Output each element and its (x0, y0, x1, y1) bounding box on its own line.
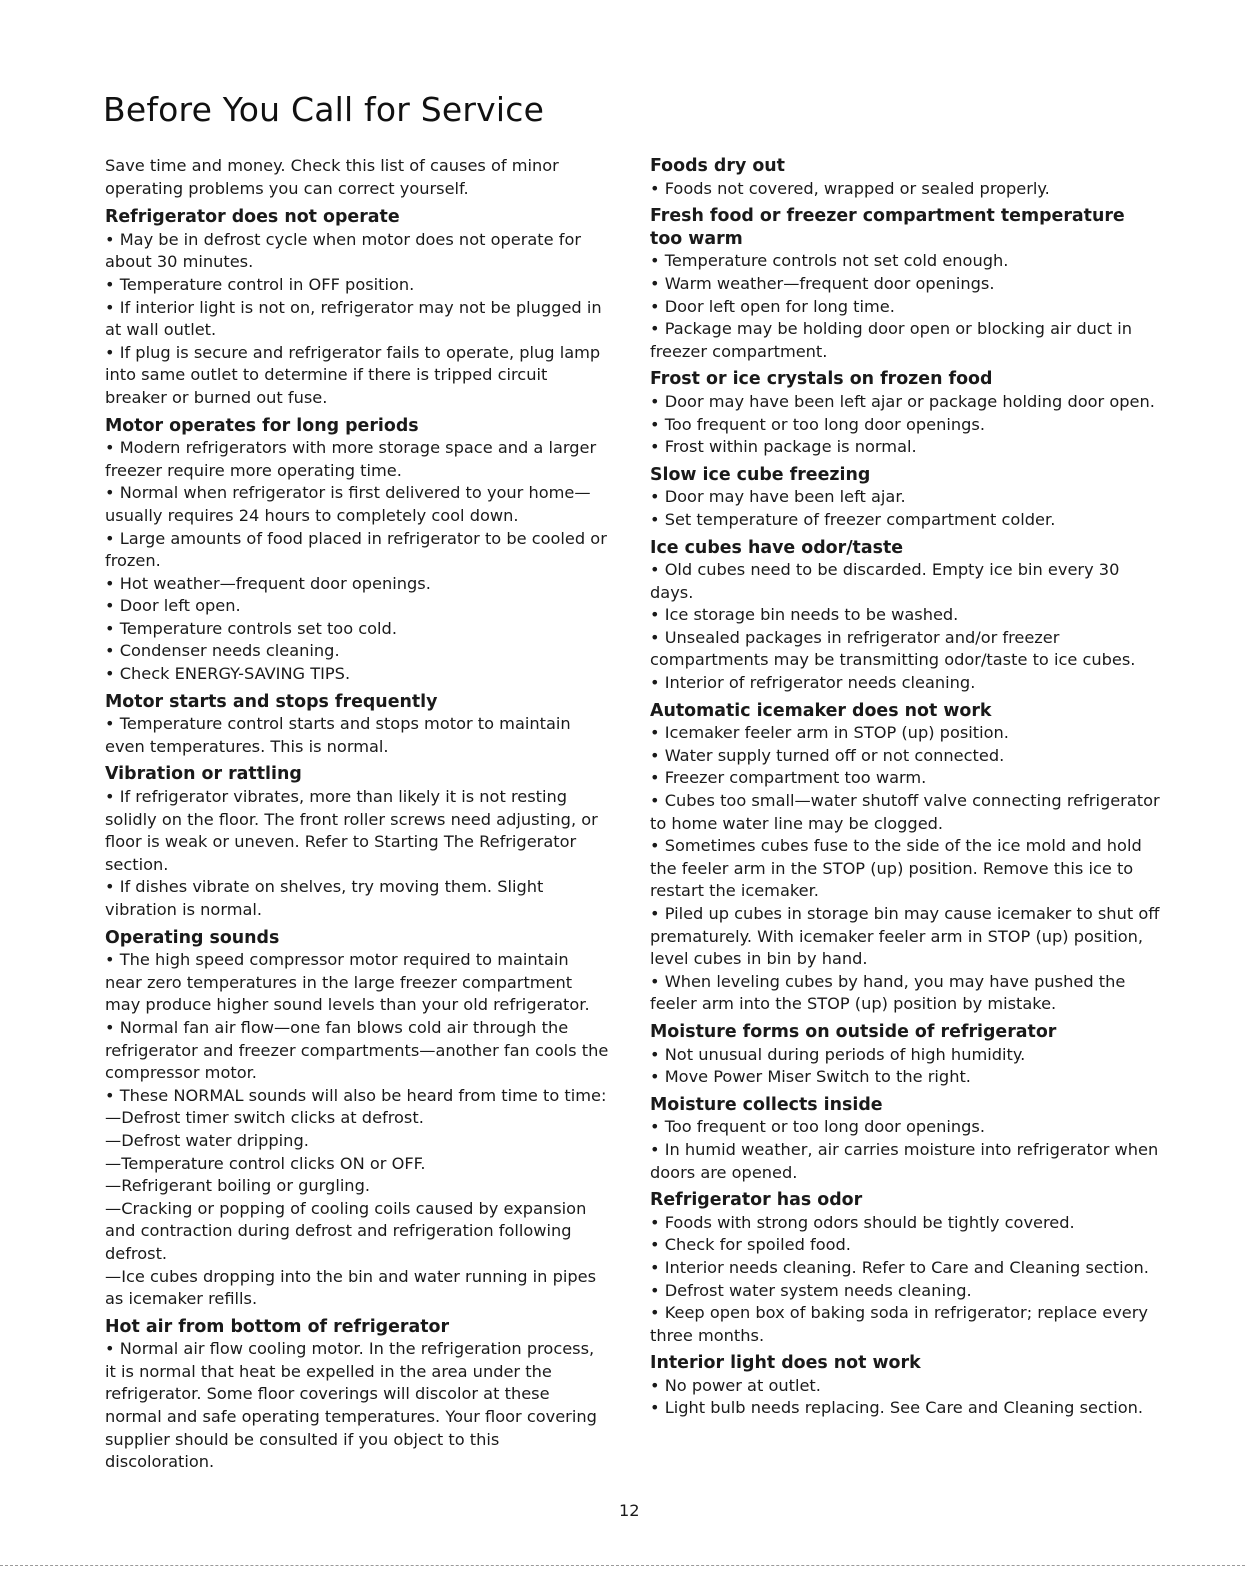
section-item: • Normal air flow cooling motor. In the refrigeration process, it is normal that heat be expelled in the area under the refrigerator. Some floor coverings will discolor at these normal and safe operating temperatures. Your floor covering supplier should be consulted if you object to this discoloration. (105, 1339, 597, 1472)
section-item: • Keep open box of baking soda in refrigerator; replace every three months. (650, 1303, 1148, 1345)
section-item: • If refrigerator vibrates, more than likely it is not resting solidly on the floor. The front roller screws need adjusting, or floor is weak or uneven. Refer to Starting The Refrigerator section. (105, 787, 598, 874)
troubleshoot-section (650, 368, 1160, 458)
section-item: • Normal when refrigerator is first delivered to your home—usually requires 24 hours to completely cool down. (105, 483, 591, 525)
section-heading: Motor operates for long periods (105, 415, 419, 436)
section-item: • Temperature control in OFF position. (105, 274, 415, 294)
section-item: • The high speed compressor motor required to maintain near zero temperatures in the large freezer compartment may produce higher sound levels than your old refrigerator. (105, 950, 590, 1015)
page-title: Before You Call for Service (103, 90, 545, 129)
section-heading: Automatic icemaker does not work (650, 700, 992, 721)
section-item: • Water supply turned off or not connected. (650, 745, 1005, 765)
section-item: • When leveling cubes by hand, you may have pushed the feeler arm into the STOP (up) position by mistake. (650, 971, 1126, 1014)
section-item: —Refrigerant boiling or gurgling. (105, 1176, 370, 1196)
troubleshoot-section (105, 1316, 610, 1474)
section-item: • Not unusual during periods of high humidity. (650, 1044, 1026, 1064)
section-item: —Defrost water dripping. (105, 1130, 309, 1150)
section-item: • Sometimes cubes fuse to the side of the ice mold and hold the feeler arm in the STOP (up) position. Remove this ice to restart the icemaker. (650, 836, 1142, 901)
troubleshoot-section (650, 155, 1160, 200)
right-column (650, 155, 1160, 1425)
troubleshoot-section (105, 763, 610, 921)
section-item: —Cracking or popping of cooling coils caused by expansion and contraction during defrost and refrigeration following defrost. (105, 1198, 587, 1263)
section-heading: Moisture collects inside (650, 1094, 883, 1115)
section-item: • Too frequent or too long door openings. (650, 1117, 985, 1137)
section-item: • No power at outlet. (650, 1375, 821, 1395)
left-sections (105, 206, 610, 1474)
section-item: • If dishes vibrate on shelves, try moving them. Slight vibration is normal. (105, 877, 544, 919)
section-item: • Temperature controls set too cold. (105, 618, 397, 638)
section-item: • Unsealed packages in refrigerator and/or freezer compartments may be transmitting odor/taste to ice cubes. (650, 627, 1136, 670)
left-column (105, 155, 610, 1479)
intro-text: Save time and money. Check this list of causes of minor operating problems you can correct yourself. (105, 156, 559, 198)
troubleshoot-section (650, 700, 1160, 1016)
section-item: • Move Power Miser Switch to the right. (650, 1067, 971, 1087)
section-item: • If plug is secure and refrigerator fails to operate, plug lamp into same outlet to determine if there is tripped circuit breaker or burned out fuse. (105, 342, 601, 407)
section-item: • Foods not covered, wrapped or sealed properly. (650, 178, 1050, 198)
section-item: • Door left open. (105, 596, 241, 616)
section-item: • Frost within package is normal. (650, 437, 917, 457)
section-item: • Large amounts of food placed in refrigerator to be cooled or frozen. (105, 528, 607, 571)
section-item: • Freezer compartment too warm. (650, 768, 927, 788)
section-item: • Hot weather—frequent door openings. (105, 573, 431, 593)
troubleshoot-section (105, 927, 610, 1311)
section-heading: Operating sounds (105, 927, 280, 948)
section-item: • Light bulb needs replacing. See Care and Cleaning section. (650, 1398, 1144, 1418)
section-item: • Package may be holding door open or blocking air duct in freezer compartment. (650, 319, 1133, 361)
section-heading: Hot air from bottom of refrigerator (105, 1316, 450, 1337)
section-item: • Temperature control starts and stops motor to maintain even temperatures. This is normal. (105, 714, 571, 756)
section-heading: Interior light does not work (650, 1353, 921, 1374)
troubleshoot-section (650, 537, 1160, 695)
section-item: • Check for spoiled food. (650, 1235, 851, 1255)
section-heading: Moisture forms on outside of refrigerator (650, 1021, 1057, 1042)
troubleshoot-section (650, 464, 1160, 532)
section-item: • Piled up cubes in storage bin may cause icemaker to shut off prematurely. With icemaker feeler arm in STOP (up) position, level cubes in bin by hand. (650, 904, 1160, 969)
section-heading: Slow ice cube freezing (650, 464, 871, 485)
section-item: • Too frequent or too long door openings. (650, 414, 985, 434)
section-item: • In humid weather, air carries moisture into refrigerator when doors are opened. (650, 1139, 1159, 1182)
section-item: • Cubes too small—water shutoff valve connecting refrigerator to home water line may be clogged. (650, 791, 1160, 833)
bottom-divider (0, 1565, 1245, 1566)
section-item: • Door left open for long time. (650, 296, 895, 316)
section-heading: Refrigerator does not operate (105, 207, 400, 228)
section-item: • Door may have been left ajar. (650, 487, 906, 507)
section-item: • Temperature controls not set cold enough. (650, 251, 1009, 271)
troubleshoot-section (105, 691, 610, 759)
section-item: • May be in defrost cycle when motor does not operate for about 30 minutes. (105, 229, 582, 272)
section-item: • Warm weather—frequent door openings. (650, 273, 995, 293)
section-item: • Foods with strong odors should be tightly covered. (650, 1212, 1075, 1232)
section-item: • These NORMAL sounds will also be heard from time to time: (105, 1085, 607, 1105)
section-item: • Modern refrigerators with more storage space and a larger freezer require more operating time. (105, 438, 597, 480)
section-item: • Interior of refrigerator needs cleaning. (650, 673, 976, 693)
troubleshoot-section (650, 1352, 1160, 1420)
section-heading: Fresh food or freezer compartment temperature too warm (650, 206, 1125, 249)
troubleshoot-section (650, 205, 1160, 363)
section-heading: Ice cubes have odor/taste (650, 537, 904, 558)
troubleshoot-section (105, 206, 610, 409)
section-item: • Old cubes need to be discarded. Empty ice bin every 30 days. (650, 560, 1120, 602)
section-item: • If interior light is not on, refrigerator may not be plugged in at wall outlet. (105, 297, 602, 340)
section-item: • Door may have been left ajar or package holding door open. (650, 391, 1155, 411)
section-item: —Defrost timer switch clicks at defrost. (105, 1108, 424, 1128)
section-item: —Temperature control clicks ON or OFF. (105, 1153, 426, 1173)
section-item: —Ice cubes dropping into the bin and water running in pipes as icemaker refills. (105, 1266, 597, 1309)
section-heading: Motor starts and stops frequently (105, 691, 438, 712)
section-item: • Icemaker feeler arm in STOP (up) position. (650, 723, 1009, 743)
section-item: • Defrost water system needs cleaning. (650, 1280, 972, 1300)
troubleshoot-section (650, 1021, 1160, 1089)
section-item: • Check ENERGY-SAVING TIPS. (105, 664, 351, 684)
section-heading: Foods dry out (650, 156, 785, 176)
section-item: • Ice storage bin needs to be washed. (650, 605, 959, 625)
section-item: • Set temperature of freezer compartment colder. (650, 509, 1056, 529)
section-item: • Interior needs cleaning. Refer to Care and Cleaning section. (650, 1257, 1149, 1277)
section-heading: Refrigerator has odor (650, 1190, 863, 1211)
troubleshoot-section (650, 1189, 1160, 1347)
section-item: • Condenser needs cleaning. (105, 641, 340, 661)
page-number: 12 (619, 1501, 640, 1520)
troubleshoot-section (105, 415, 610, 686)
section-heading: Frost or ice crystals on frozen food (650, 369, 993, 390)
section-heading: Vibration or rattling (105, 764, 302, 785)
troubleshoot-section (650, 1094, 1160, 1184)
section-item: • Normal fan air flow—one fan blows cold air through the refrigerator and freezer compartments—another fan cools the compressor motor. (105, 1017, 609, 1083)
